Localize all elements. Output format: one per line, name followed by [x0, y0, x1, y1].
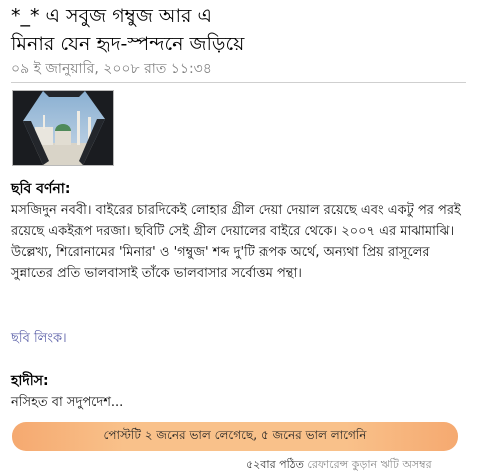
reference-link[interactable]: রেফারেন্স কুড়ান: [307, 458, 378, 471]
image-link[interactable]: ছবি লিংক।: [11, 331, 67, 346]
hadith-text: নসিহত বা সদুপদেশ...: [11, 395, 124, 410]
image-description-text: মসজিদুন নববী। বাইরের চারদিকেই লোহার গ্রীল দেয়া দেয়াল রয়েছে এবং একটু পর পরই রয়েছে একইরূপ দরজা। ছবিটি সেই গ্রীল দেয়ালের বাইরে থেকে। ২০০৭ এর মাঝামাঝি। উল্লেখ্য, শিরোনামের 'মিনার' ও 'গম্বুজ' শব্দ দু'টি রূপক অর্থে, অন্যথা প্রিয় রাসূলের সুন্নাতের প্রতি ভালবাসাই তাঁকে ভালবাসার সর্বোত্তম পন্থা।: [11, 203, 461, 281]
post-date: ০৯ ই জানুয়ারি, ২০০৮ রাত ১১:৩৪: [11, 61, 212, 77]
post-title-line-2: মিনার যেন হৃদ-স্পন্দনে জড়িয়ে: [11, 33, 245, 55]
vote-summary-bar[interactable]: পোস্টটি ২ জনের ভাল লেগেছে, ৫ জনের ভাল লাগেনি: [12, 422, 458, 451]
post-image-thumbnail[interactable]: [12, 90, 114, 166]
hadith-heading: হাদীস:: [11, 373, 49, 389]
image-description-heading: ছবি বর্ণনা:: [11, 181, 71, 197]
post-title-line-1: *_* এ সবুজ গম্বুজ আর এ: [11, 5, 212, 27]
post-footer: [246, 456, 432, 475]
title-divider: [11, 82, 466, 83]
mosque-photo-image: [13, 91, 113, 165]
blog-post: [0, 0, 478, 83]
footer-link-2[interactable]: ঋটি অসম্বর: [380, 458, 432, 471]
post-title: [0, 0, 478, 58]
read-count: ৫২বার পঠিত: [246, 458, 304, 471]
